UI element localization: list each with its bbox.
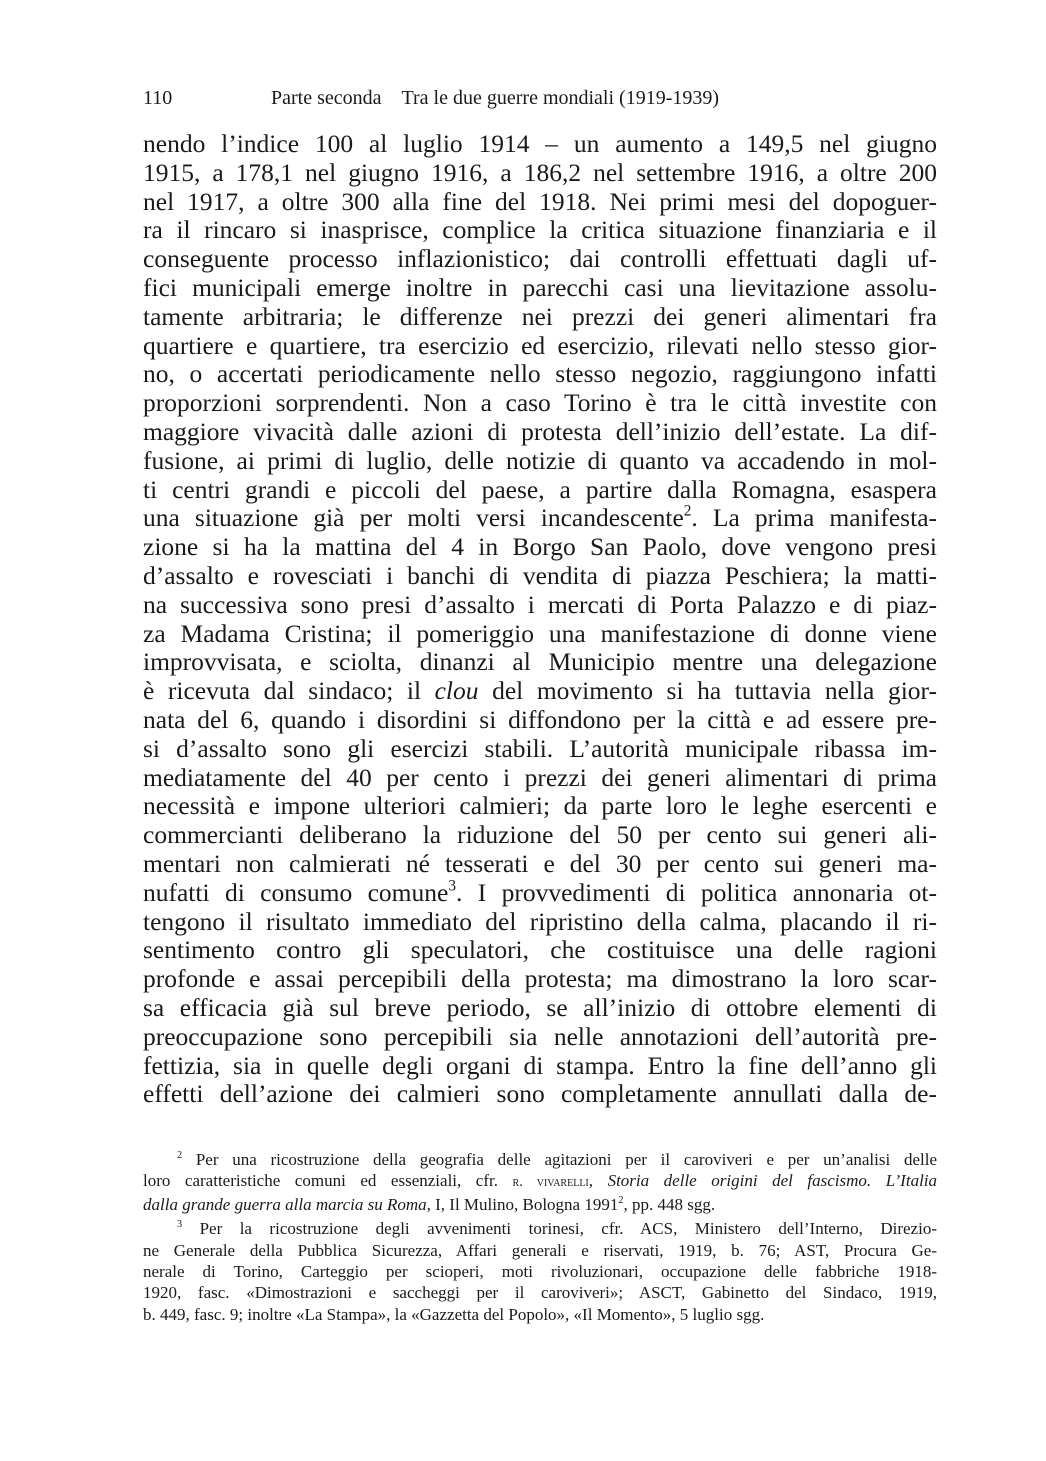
text-line: ra il rincaro si inasprisce, complice la critica situazione finanziaria e il: [143, 215, 937, 245]
text-line: tengono il risultato immediato del ripristino della calma, placando il ri-: [143, 906, 937, 936]
text-line: si d’assalto sono gli esercizi stabili. L’autorità municipale ribassa im-: [143, 733, 937, 763]
text-segment: ,: [588, 1171, 608, 1191]
footnote-line: [143, 1149, 937, 1170]
text-line: quartiere e quartiere, tra esercizio ed esercizio, rilevati nello stesso gior-: [143, 330, 937, 360]
text-line: za Madama Cristina; il pomeriggio una manifestazione di donne viene: [143, 618, 937, 648]
footnote-3: [143, 1218, 937, 1325]
text-segment: Per una ricostruzione della geografia delle agitazioni per il caroviveri e per un’analisi delle: [195, 1150, 937, 1169]
edition-sup: 2: [618, 1194, 624, 1206]
footnote-marker: 2: [177, 1149, 183, 1161]
text-segment: è ricevuta dal sindaco; il: [143, 676, 435, 706]
text-segment: del movimento si ha tuttavia nella gior-: [478, 676, 938, 706]
text-line: [143, 879, 937, 908]
text-line: profonde e assai percepibili della protesta; ma dimostrano la loro scar-: [143, 964, 937, 994]
text-line: improvvisata, e sciolta, dinanzi al Municipio mentre una delegazione: [143, 647, 937, 677]
text-segment: Per la ricostruzione degli avvenimenti torinesi, cfr. ACS, Ministero dell’Interno, Direzio-: [199, 1219, 937, 1239]
book-title: Storia delle origini del fascismo. L’Italia: [607, 1171, 938, 1191]
footnote-line: [143, 1170, 937, 1193]
text-segment: . I provvedimenti di politica annonaria ot-: [455, 877, 937, 907]
running-title: Parte seconda Tra le due guerre mondiali (1919-1939): [271, 87, 720, 109]
text-line: mediatamente del 40 per cento i prezzi dei generi alimentari di prima: [143, 762, 937, 792]
book-title: dalla grande guerra alla marcia su Roma: [143, 1194, 427, 1214]
footnote-marker: 3: [177, 1219, 183, 1231]
text-line: preoccupazione sono percepibili sia nelle annotazioni dell’autorità pre-: [143, 1021, 937, 1051]
text-line: na successiva sono presi d’assalto i mercati di Porta Palazzo e di piaz-: [143, 589, 937, 619]
text-segment: nufatti di consumo comune: [143, 877, 449, 907]
text-line: fettizia, sia in quelle degli organi di stampa. Entro la fine dell’anno gli: [143, 1050, 937, 1080]
author-name: r. vivarelli: [512, 1174, 589, 1191]
text-line: [143, 677, 937, 706]
text-line: effetti dell’azione dei calmieri sono completamente annullati dalla de-: [143, 1079, 937, 1109]
text-line: maggiore vivacità dalle azioni di protesta dell’inizio dell’estate. La dif-: [143, 416, 937, 446]
text-line: nendo l’indice 100 al luglio 1914 – un aumento a 149,5 nel giugno: [143, 129, 937, 158]
text-segment: , I, Il Mulino, Bologna 1991: [426, 1194, 619, 1214]
text-line: sa efficacia già sul breve periodo, se all’inizio di ottobre elementi di: [143, 992, 937, 1022]
footnote-line: 1920, fasc. «Dimostrazioni e saccheggi per il caroviveri»; ASCT, Gabinetto del Sindaco, 1919,: [143, 1283, 937, 1303]
text-line: ti centri grandi e piccoli del paese, a partire dalla Romagna, esaspera: [143, 474, 937, 504]
text-line: fici municipali emerge inoltre in parecchi casi una lievitazione assolu-: [143, 272, 937, 302]
footnote-ref-2[interactable]: 2: [683, 502, 692, 520]
text-line: d’assalto e rovesciati i banchi di vendita di piazza Peschiera; la matti-: [143, 560, 937, 590]
text-line: no, o accertati periodicamente nello stesso negozio, raggiungono infatti: [143, 359, 937, 389]
footnote-line: [143, 1194, 937, 1215]
text-line: necessità e impone ulteriori calmieri; da parte loro le leghe esercenti e: [143, 791, 937, 821]
footnote-line: [143, 1218, 937, 1239]
page-number: 110: [143, 87, 173, 109]
text-line: proporzioni sorprendenti. Non a caso Torino è tra le città investite con: [143, 388, 937, 418]
footnote-ref-3[interactable]: 3: [448, 877, 456, 895]
body-text: [143, 130, 937, 1109]
text-line: zione si ha la mattina del 4 in Borgo San Paolo, dove vengono presi: [143, 532, 937, 562]
text-line: sentimento contro gli speculatori, che costituisce una delle ragioni: [143, 935, 937, 965]
text-line: commercianti deliberano la riduzione del 50 per cento sui generi ali-: [143, 820, 937, 850]
text-line: fusione, ai primi di luglio, delle notizie di quanto va accadendo in mol-: [143, 445, 937, 475]
text-line: tamente arbitraria; le differenze nei prezzi dei generi alimentari fra: [143, 301, 937, 331]
running-head: [143, 86, 943, 110]
text-segment: loro caratteristiche comuni ed essenziali, cfr.: [143, 1171, 513, 1191]
footnote-line: nerale di Torino, Carteggio per scioperi, moti rivoluzionari, occupazione delle fabbriche 1918-: [143, 1262, 937, 1282]
footnote-line: b. 449, fasc. 9; inoltre «La Stampa», la «Gazzetta del Popolo», «Il Momento», 5 luglio sgg.: [143, 1304, 765, 1324]
text-segment: , pp. 448 sgg.: [623, 1194, 716, 1214]
footnote-2: [143, 1149, 937, 1215]
text-segment: una situazione già per molti versi incandescente: [143, 503, 684, 533]
text-segment: . La prima manifesta-: [691, 503, 938, 533]
text-line: nata del 6, quando i disordini si diffondono per la città e ad essere pre-: [143, 704, 937, 734]
text-line: [143, 504, 937, 533]
text-line: 1915, a 178,1 nel giugno 1916, a 186,2 nel settembre 1916, a oltre 200: [143, 157, 937, 187]
text-line: mentari non calmierati né tesserati e del 30 per cento sui generi ma-: [143, 848, 937, 878]
footnote-line: ne Generale della Pubblica Sicurezza, Affari generali e riservati, 1919, b. 76; AST, Procura Ge-: [143, 1240, 937, 1260]
text-line: nel 1917, a oltre 300 alla fine del 1918. Nei primi mesi del dopoguer-: [143, 186, 937, 216]
text-line: conseguente processo inflazionistico; dai controlli effettuati dagli uf-: [143, 244, 937, 274]
footnotes: [143, 1149, 937, 1325]
italic-term: clou: [434, 676, 479, 706]
